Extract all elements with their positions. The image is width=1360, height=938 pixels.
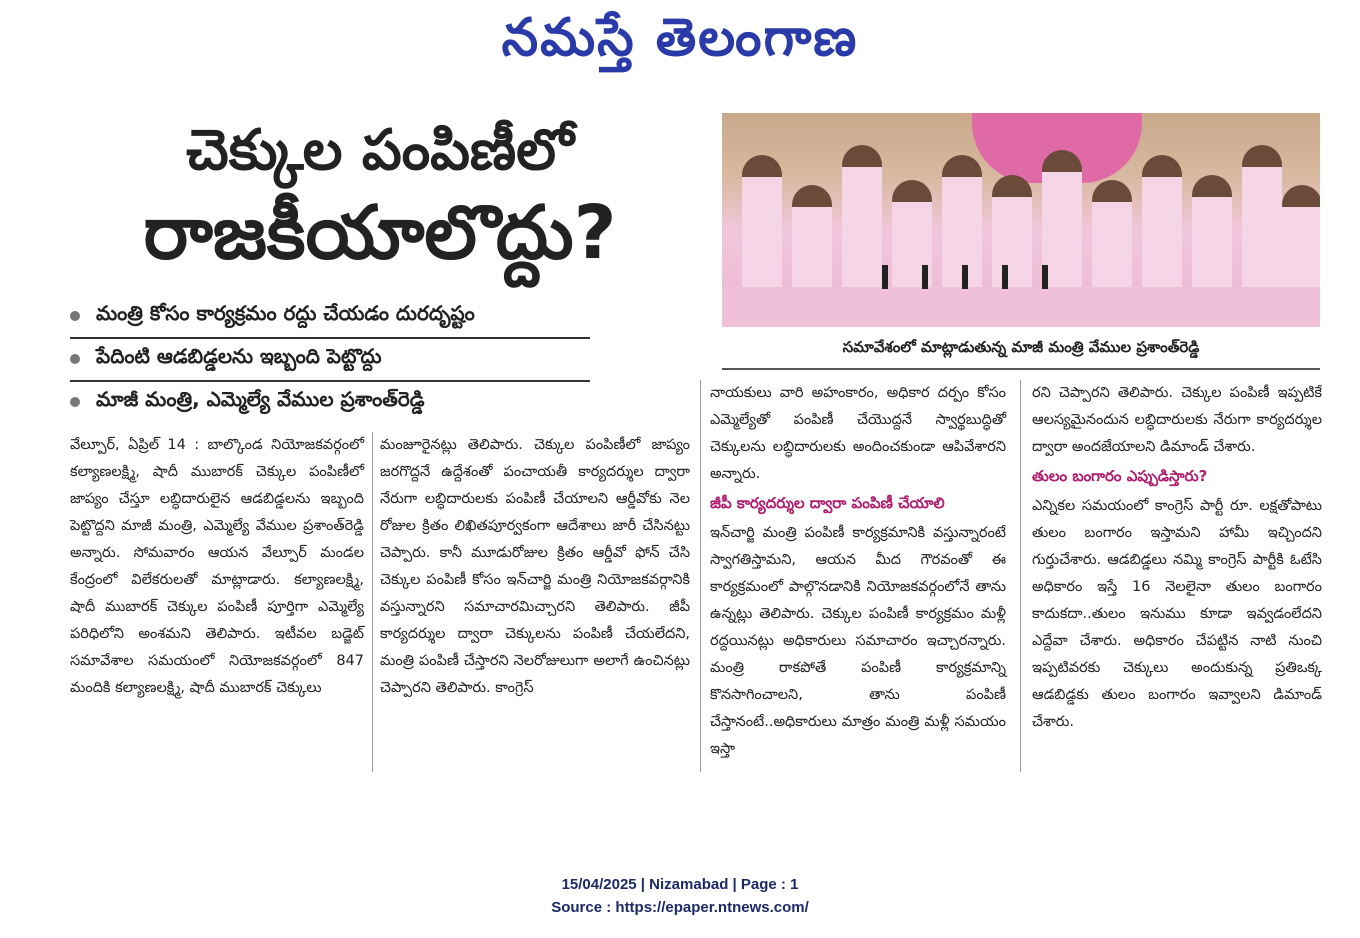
- article-column-2: [380, 432, 690, 702]
- photo-caption: సమావేశంలో మాట్లాడుతున్న మాజీ మంత్రి వేముల ప్రశాంత్‌రెడ్డి: [842, 338, 1200, 356]
- press-table: [722, 287, 1320, 327]
- bullet-text: మాజీ మంత్రి, ఎమ్మెల్యే వేముల ప్రశాంత్‌రెడ్డి: [96, 387, 425, 411]
- microphone-icon: [1042, 265, 1048, 289]
- bullet-text: పేదింటి ఆడబిడ్డలను ఇబ్బంది పెట్టొద్దు: [96, 344, 382, 368]
- column-divider: [372, 432, 373, 772]
- article-paragraph: నాయకులు వారి అహంకారం, అధికార దర్పం కోసం ఎమ్మెల్యేతో పంపిణీ చేయొద్దనే స్వార్థబుద్ధితో చెక్కులను లబ్ధిదారులకు అందించకుండా ఆపివేశారని అన్నారు.: [710, 385, 1006, 482]
- bullet-dot-icon: [70, 354, 80, 364]
- press-meet-photo: [722, 113, 1320, 327]
- masthead-logo: నమస్తే తెలంగాణ: [501, 8, 859, 68]
- subheading: జీపీ కార్యదర్శుల ద్వారా పంపిణీ చేయాలి: [710, 494, 945, 512]
- article-paragraph: ఎన్నికల సమయంలో కాంగ్రెస్ పార్టీ రూ. లక్షతోపాటు తులం బంగారం ఇస్తామని హామీ ఇచ్చిందని గుర్తుచేశారు. ఆడబిడ్డలు నమ్మి కాంగ్రెస్ పార్టీకి ఓటేసి అధికారం ఇస్తే 16 నెలలైనా తులం బంగారం కాదుకదా..తులం ఇనుము కూడా ఇవ్వడంలేదని ఎద్దేవా చేశారు. అధికారం చేపట్టిన నాటి నుంచి ఇప్పటివరకు చెక్కులు అందుకున్న ప్రతిఒక్క ఆడబిడ్డకు తులం బంగారం ఇవ్వాలని డిమాండ్ చేశారు.: [1032, 498, 1322, 730]
- microphone-icon: [882, 265, 888, 289]
- article-paragraph: మంజూరైనట్లు తెలిపారు. చెక్కుల పంపిణీలో జాప్యం జరగొద్దనే ఉద్దేశంతో పంచాయతీ కార్యదర్శుల ద్వారా నేరుగా లబ్ధిదారులకు పంపిణీ చేయాలని ఆర్డీవోకు నెల రోజుల క్రితం లిఖితపూర్వకంగా ఆదేశాలు జారీ చేసినట్టు చెప్పారు. కానీ మూడురోజుల క్రితం ఆర్డీవో ఫోన్ చేసి చెక్కుల పంపిణీ కోసం ఇన్‌చార్జి మంత్రి నియోజకవర్గానికి వస్తున్నారని సమాచారమిచ్చారని తెలిపారు. జీపీ కార్యదర్శుల ద్వారా చెక్కులను పంపిణీ చేయలేదని, మంత్రి పంపిణీ చేస్తారని నెలరోజులుగా అలాగే ఉంచినట్లు చెప్పారని తెలిపారు. కాంగ్రెస్: [380, 437, 690, 696]
- footer-source-link[interactable]: Source : https://epaper.ntnews.com/: [551, 899, 809, 916]
- microphone-icon: [962, 265, 968, 289]
- article-paragraph: రని చెప్పారని తెలిపారు. చెక్కుల పంపిణీ ఇప్పటికే ఆలస్యమైనందున లబ్ధిదారులకు నేరుగా కార్యదర్శుల ద్వారా అందజేయాలని డిమాండ్ చేశారు.: [1032, 385, 1322, 455]
- bullet-item: [70, 382, 590, 423]
- bullet-dot-icon: [70, 311, 80, 321]
- bullet-list: [70, 296, 590, 423]
- footer-edition-info: 15/04/2025 | Nizamabad | Page : 1: [561, 876, 799, 893]
- bullet-item: [70, 296, 590, 339]
- column-divider: [700, 380, 701, 772]
- subheading: తులం బంగారం ఎప్పుడిస్తారు?: [1032, 467, 1208, 485]
- headline-line-1: చెక్కుల పంపిణీలో: [186, 118, 574, 183]
- article-paragraph: ఇన్‌చార్జి మంత్రి పంపిణీ కార్యక్రమానికి వస్తున్నారంటే స్వాగతిస్తామని, ఆయన మీద గౌరవంతో ఈ కార్యక్రమంలో పాల్గొనడానికి నియోజకవర్గంలోనే తాను ఉన్నట్లు తెలిపారు. చెక్కుల పంపిణీ కార్యక్రమం మళ్లీ రద్దయినట్లు అధికారులు సమాచారం ఇచ్చారన్నారు. మంత్రి రాకపోతే పంపిణీ కార్యక్రమాన్ని కొనసాగించాలని, తాను పంపిణీ చేస్తానంటే..అధికారులు మాత్రం మంత్రి మళ్లీ సమయం ఇస్తా: [710, 525, 1006, 757]
- caption-divider: [722, 368, 1320, 370]
- microphone-icon: [1002, 265, 1008, 289]
- bullet-item: [70, 339, 590, 382]
- headline-line-2: రాజకీయాలొద్దు?: [143, 190, 617, 276]
- article-column-4: [1032, 380, 1322, 736]
- article-paragraph: వేల్పూర్, ఏప్రిల్ 14 : బాల్కొండ నియోజకవర్గంలో కల్యాణలక్ష్మి, షాదీ ముబారక్ చెక్కుల పంపిణీలో జాప్యం చేస్తూ లబ్ధిదారులైన ఆడబిడ్డలను ఇబ్బంది పెట్టొద్దని మాజీ మంత్రి, ఎమ్మెల్యే వేముల ప్రశాంత్‌రెడ్డి అన్నారు. సోమవారం ఆయన వేల్పూర్ మండల కేంద్రంలో విలేకరులతో మాట్లాడారు. కల్యాణలక్ష్మి, షాదీ ముబారక్ చెక్కుల పంపిణీ పూర్తిగా ఎమ్మెల్యే పరిధిలోని అంశమని తెలిపారు. ఇటీవల బడ్జెట్ సమావేశాల సమయంలో నియోజకవర్గంలో 847 మందికి కల్యాణలక్ష్మి, షాదీ ముబారక్ చెక్కులు: [70, 437, 364, 696]
- article-column-3: [710, 380, 1006, 763]
- bullet-text: మంత్రి కోసం కార్యక్రమం రద్దు చేయడం దురదృష్టం: [96, 301, 475, 325]
- column-divider: [1020, 380, 1021, 772]
- article-column-1: [70, 432, 364, 702]
- microphone-icon: [922, 265, 928, 289]
- bullet-dot-icon: [70, 397, 80, 407]
